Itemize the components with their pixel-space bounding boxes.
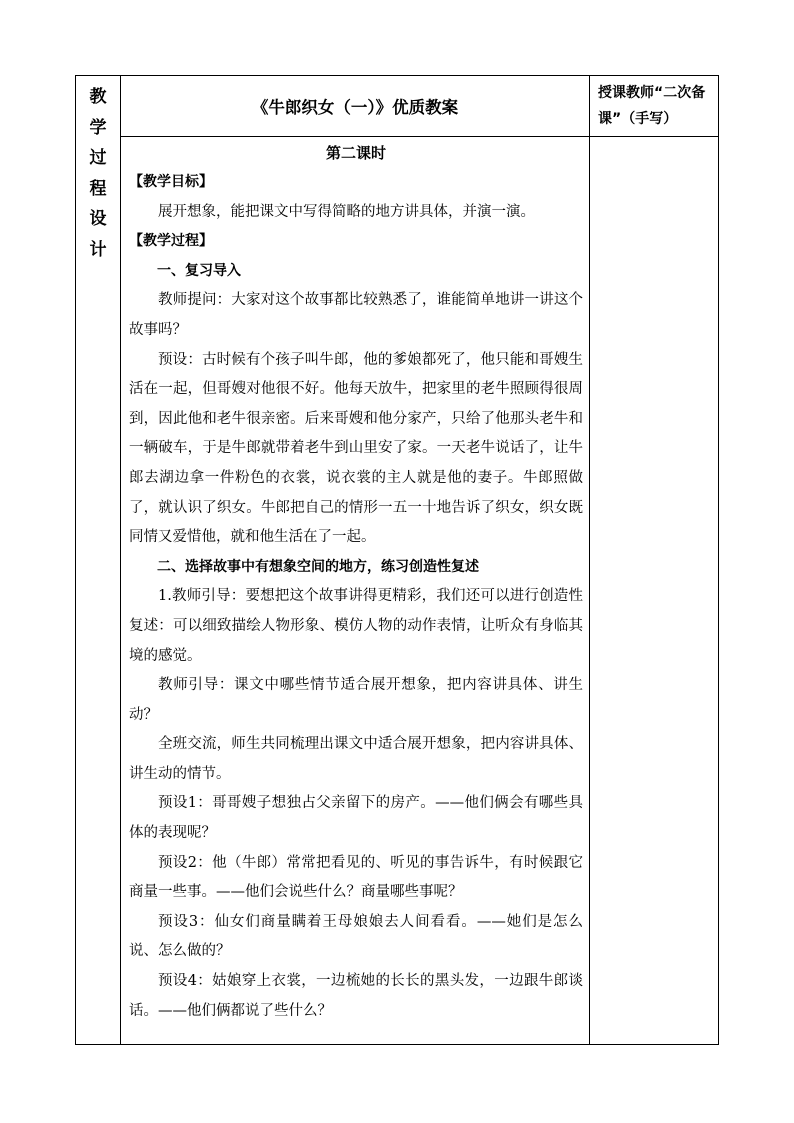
content-paragraph: 预设：古时候有个孩子叫牛郎，他的爹娘都死了，他只能和哥嫂生活在一起，但哥嫂对他很不好。他每天放牛，把家里的老牛照顾得很周到，因此他和老牛很亲密。后来哥嫂和他分家产，只给了他那头老牛和一辆破车，于是牛郎就带着老牛到山里安了家。一天老牛说话了，让牛郎去湖边拿一件粉色的衣裳，说衣裳的主人就是他的妻子。牛郎照做了，就认识了织女。牛郎把自己的情形一五一十地告诉了织女，织女既同情又爱惜他，就和他生活在了一起。 <box>129 351 583 546</box>
section-bracket-heading: 【教学目标】 <box>129 174 213 190</box>
lesson-plan-table <box>75 75 719 1045</box>
table-header-row <box>76 76 719 137</box>
vertical-label-char: 计 <box>89 239 107 260</box>
teacher-notes-header: 授课教师“二次备课”（手写） <box>590 76 719 137</box>
teacher-notes-cell[interactable] <box>590 137 719 1045</box>
content-paragraph: 展开想象，能把课文中写得简略的地方讲具体，并演一演。 <box>158 203 535 220</box>
lesson-heading: 第二课时 <box>325 144 386 162</box>
table-content-row <box>76 137 719 1045</box>
vertical-label-char: 程 <box>89 178 107 199</box>
section-heading: 一、复习导入 <box>157 262 241 279</box>
document-title: 《牛郎织女（一）》优质教案 <box>121 76 590 137</box>
vertical-label-char: 教 <box>89 87 107 107</box>
content-paragraph: 1.教师引导：要想把这个故事讲得更精彩，我们还可以进行创造性复述：可以细致描绘人物形象、模仿人物的动作表情，让听众有身临其境的感觉。 <box>129 588 583 664</box>
vertical-label-char: 学 <box>89 117 107 138</box>
content-paragraph: 教师提问：大家对这个故事都比较熟悉了，谁能简单地讲一讲这个故事吗？ <box>129 292 583 338</box>
lesson-body <box>129 168 583 1026</box>
content-paragraph: 预设2：他（牛郎）常常把看见的、听见的事告诉牛，有时候跟它商量一些事。——他们会说些什么？商量哪些事呢？ <box>129 854 583 901</box>
content-paragraph: 预设4：姑娘穿上衣裳，一边梳她的长长的黑头发，一边跟牛郎谈话。——他们俩都说了些什么？ <box>129 973 583 1019</box>
vertical-label-cell <box>76 76 121 1045</box>
section-heading: 二、选择故事中有想象空间的地方，练习创造性复述 <box>157 558 479 575</box>
content-paragraph: 预设1：哥哥嫂子想独占父亲留下的房产。——他们俩会有哪些具体的表现呢？ <box>129 795 583 842</box>
vertical-label-char: 设 <box>89 209 107 229</box>
content-paragraph: 教师引导：课文中哪些情节适合展开想象，把内容讲具体、讲生动？ <box>129 677 583 723</box>
vertical-label-char: 过 <box>89 148 107 168</box>
lesson-content-cell <box>121 137 590 1045</box>
content-paragraph: 预设3：仙女们商量瞒着王母娘娘去人间看看。——她们是怎么说、怎么做的？ <box>129 913 583 960</box>
section-bracket-heading: 【教学过程】 <box>129 233 213 250</box>
content-paragraph: 全班交流，师生共同梳理出课文中适合展开想象，把内容讲具体、讲生动的情节。 <box>129 736 583 782</box>
